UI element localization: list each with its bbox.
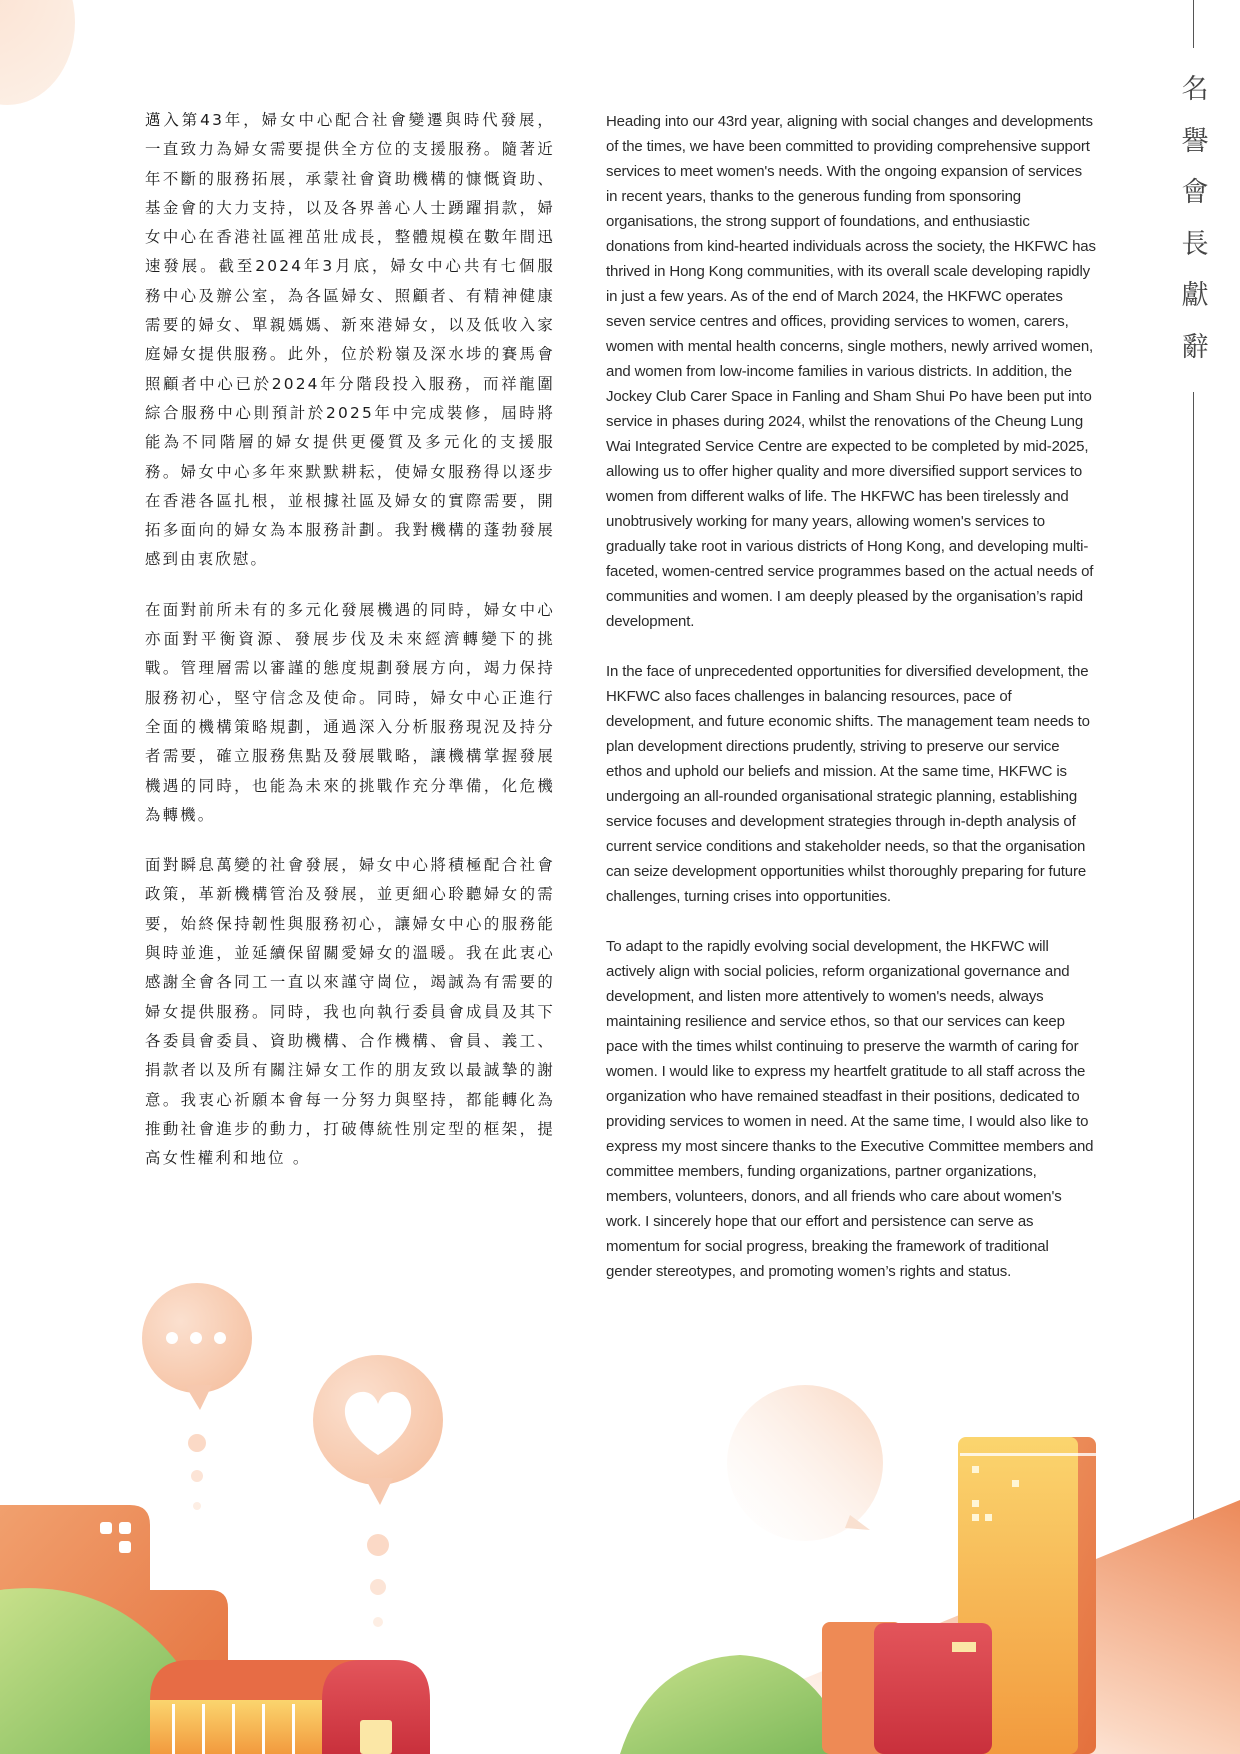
english-paragraph-2: In the face of unprecedented opportunities for diversified development, the HKFWC also faces challenges in balancing resources, pace of development, and future economic shifts. The management team needs to plan development directions prudently, striving to preserve our service ethos and uphold our beliefs and mission. At the same time, HKFWC is undergoing an all-rounded organisational strategic planning, establishing service focuses and development strategies through in-depth analysis of current service conditions and stakeholder needs, so that the organisation can seize development opportunities whilst thoroughly preparing for future challenges, turning crises into opportunities. [606,663,1090,905]
section-title-char: 長 [1181,228,1209,260]
english-paragraph-3: To adapt to the rapidly evolving social development, the HKFWC will actively align with social policies, reform organizational governance and development, and listen more attentively to women's needs, always maintaining resilience and service ethos, so that our services can keep pace with the times whilst continuing to preserve the warmth of caring for women. I would like to express my heartfelt gratitude to all staff across the organization who have remained steadfast in their positions, dedicated to providing services to women in need. At the same time, I would also like to express my most sincere thanks to the Executive Committee members and committee members, funding organizations, partner organizations, members, volunteers, donors, and all friends who care about women's work. I sincerely hope that our effort and persistence can serve as momentum for social progress, breaking the framework of traditional gender stereotypes, and promoting women’s rights and status. [606,938,1094,1280]
typing-speech-bubble [142,1283,252,1510]
english-text-column [606,109,1096,1309]
right-green-hill [620,1655,850,1754]
section-title-vertical [1175,64,1215,373]
decorative-illustration [0,1250,1240,1754]
section-title-char: 名 [1181,74,1209,105]
chinese-text-column [145,106,555,1194]
chinese-paragraph-2: 在面對前所未有的多元化發展機遇的同時，婦女中心亦面對平衡資源、發展步伐及未來經濟轉變下的挑戰。管理層需以審謹的態度規劃發展方向，竭力保持服務初心，堅守信念及使命。同時，婦女中心正進行全面的機構策略規劃，通過深入分析服務現況及持分者需要，確立服務焦點及發展戰略，讓機構掌握發展機遇的同時，也能為未來的挑戰作充分準備，化危機為轉機。 [145,600,555,824]
large-speech-bubble [727,1385,883,1541]
corner-decoration [0,0,75,105]
chinese-paragraph-1: 邁入第43年，婦女中心配合社會變遷與時代發展，一直致力為婦女需要提供全方位的支援服務。隨著近年不斷的服務拓展，承蒙社會資助機構的慷慨資助、基金會的大力支持，以及各界善心人士踴躍捐款，婦女中心在香港社區裡茁壯成長，整體規模在數年間迅速發展。截至2024年3月底，婦女中心共有七個服務中心及辦公室，為各區婦女、照顧者、有精神健康需要的婦女、單親媽媽、新來港婦女，以及低收入家庭婦女提供服務。此外，位於粉嶺及深水埗的賽馬會照顧者中心已於2024年分階段投入服務，而祥龍圍綜合服務中心則預計於2025年中完成裝修，屆時將能為不同階層的婦女提供更優質及多元化的支援服務。婦女中心多年來默默耕耘，使婦女服務得以逐步在香港各區扎根，並根據社區及婦女的實際需要，開拓多面向的婦女為本服務計劃。我對機構的蓬勃發展感到由衷欣慰。 [145,111,555,569]
left-kiosk-building [150,1660,430,1754]
heart-speech-bubble [313,1355,443,1627]
english-paragraph-1: Heading into our 43rd year, aligning with social changes and developments of the times, we have been committed to providing comprehensive support services to meet women's needs. With the ongoing expansion of services in recent years, thanks to the generous funding from sponsoring organisations, the strong support of foundations, and enthusiastic donations from kind-hearted individuals across the society, the HKFWC has thrived in Hong Kong communities, with its overall scale developing rapidly in just a few years. As of the end of March 2024, the HKFWC operates seven service centres and offices, providing services to women, carers, women with mental health concerns, single mothers, newly arrived women, and women from low-income families in various districts. In addition, the Jockey Club Carer Space in Fanling and Sham Shui Po have been put into service in phases during 2024, whilst the renovations of the Cheung Lung Wai Integrated Service Centre are expected to be completed by mid-2025, allowing us to offer higher quality and more diversified support services to women from different walks of life. The HKFWC has been tirelessly and unobtrusively working for many years, allowing women's services to gradually take root in various districts of Hong Kong, and developing multi-faceted, women-centred service programmes based on the actual needs of communities and women. I am deeply pleased by the organisation’s rapid development. [606,113,1096,630]
section-title-char: 辭 [1181,331,1209,363]
section-title-char: 獻 [1181,280,1209,311]
chinese-paragraph-3: 面對瞬息萬變的社會發展，婦女中心將積極配合社會政策，革新機構管治及發展，並更細心聆聽婦女的需要，始終保持韌性與服務初心，讓婦女中心的服務能與時並進，並延續保留關愛婦女的溫暖。我在此衷心感謝全會各同工一直以來謹守崗位，竭誠為有需要的婦女提供服務。同時，我也向執行委員會成員及其下各委員會委員、資助機構、合作機構、會員、義工、捐款者以及所有關注婦女工作的朋友致以最誠摯的謝意。我衷心祈願本會每一分努力與堅持，都能轉化為推動社會進步的動力，打破傳統性別定型的框架，提高女性權利和地位 。 [145,856,555,1168]
sidebar-line-top [1193,0,1194,48]
section-title-char: 會 [1181,177,1209,208]
section-title-char: 譽 [1181,125,1209,157]
